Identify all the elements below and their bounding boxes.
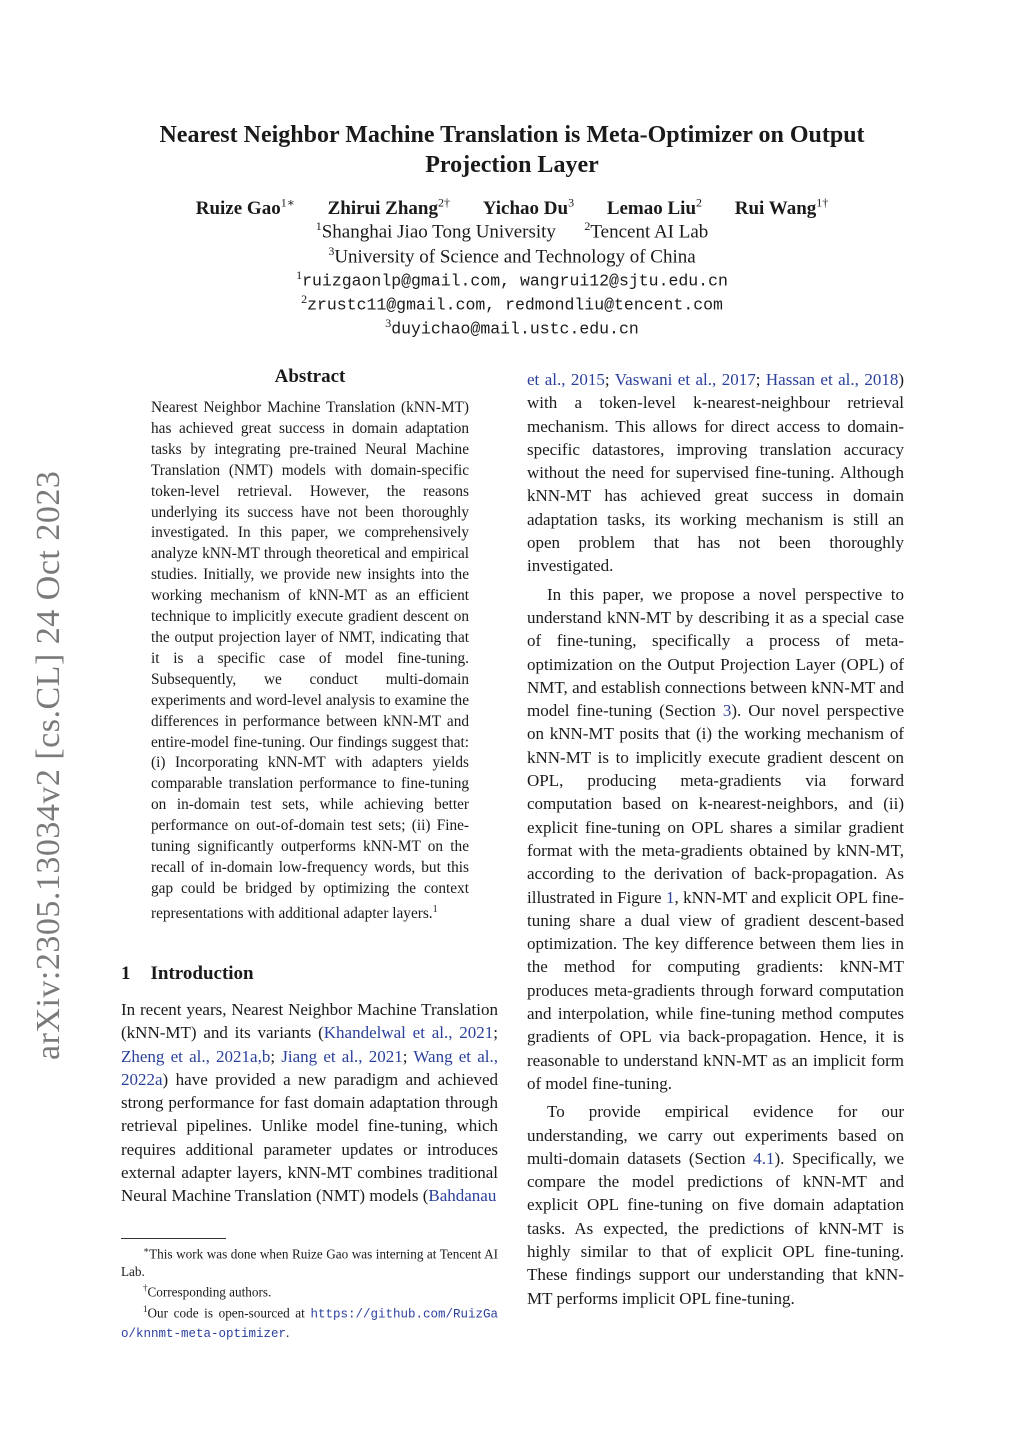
intro-paragraph-1-cont	[527, 368, 904, 578]
email: zrustc11@gmail.com, redmondliu@tencent.com	[307, 295, 723, 315]
title-line-1: Nearest Neighbor Machine Translation is Meta-Optimizer on Output	[159, 122, 865, 148]
affil-mark: 3	[328, 244, 335, 258]
footnote-mark: 1	[143, 1304, 148, 1314]
affil-mark: 3	[385, 316, 392, 330]
section-number: 1	[121, 963, 131, 984]
body-text: To provide empirical evidence for our understanding, we carry out experiments based on multi-domain datasets (Section	[527, 1102, 904, 1168]
email: duyichao@mail.ustc.edu.cn	[391, 319, 639, 339]
abstract-heading: Abstract	[274, 366, 346, 387]
author-name: Yichao Du	[482, 198, 569, 220]
affiliation: Tencent AI Lab	[590, 221, 709, 243]
author-affil-mark: 1†	[816, 196, 829, 210]
email-line-3	[100, 311, 924, 342]
author-affil-mark: 3	[568, 196, 575, 210]
separator: ;	[402, 1046, 414, 1066]
affiliation: University of Science and Technology of China	[334, 246, 696, 268]
separator: ;	[270, 1046, 282, 1066]
separator: ;	[604, 370, 615, 389]
footnote-text: Corresponding authors.	[147, 1284, 272, 1300]
body-text: In recent years, Nearest Neighbor Machine Translation (kNN-MT) and its variants (	[121, 1000, 498, 1043]
author-affil-mark: 1∗	[280, 196, 295, 210]
footnote-divider	[121, 1238, 226, 1239]
body-text: ). Our novel perspective on kNN-MT posits that (i) the working mechanism of kNN-MT is to implicitly execute gradient descent on OPL, producing meta-gradients via forward computation based on k-nearest-neighbors, and (ii) explicit fine-tuning on OPL shares a similar gradient format with the meta-gradients obtained by kNN-MT, according to the derivation of back-propagation. As illustrated in Figure	[527, 701, 904, 907]
citation-link[interactable]: Vaswani et al., 2017	[614, 370, 756, 389]
section-ref-link[interactable]: 4.1	[753, 1148, 775, 1168]
footnote-mark: ∗	[143, 1245, 150, 1255]
footnotes	[121, 1242, 498, 1343]
body-text: In this paper, we propose a novel perspective to understand kNN-MT by describing it as a special case of fine-tuning, specifically a process of meta-optimization on the Output Projection Layer (OPL) of NMT, and establish connections between kNN-MT and model fine-tuning (Section	[527, 584, 904, 721]
separator: ;	[755, 370, 766, 389]
footnote-text: This work was done when Ruize Gao was interning at Tencent AI Lab.	[121, 1246, 498, 1279]
footnote	[121, 1301, 498, 1343]
citation-link[interactable]: Bahdanau	[428, 1186, 497, 1206]
footnote	[121, 1242, 498, 1280]
abstract-body	[151, 398, 469, 925]
body-text: , kNN-MT and explicit OPL fine-tuning share a dual view of gradient descent-based optimization. The key difference between them lies in the method for computing gradients: kNN-MT produces meta-gradients through forward computation and interpolation, while fine-tuning method computes gradients of OPL via back-propagation. Hence, it is reasonable to understand kNN-MT as an implicit form of model fine-tuning.	[527, 887, 905, 1093]
intro-paragraph-3	[527, 1100, 904, 1310]
affil-mark: 1	[315, 219, 322, 233]
body-text: ). Specifically, we compare the model predictions of kNN-MT and explicit OPL fine-tuning on five domain adaptation tasks. As expected, the predictions of kNN-MT is highly similar to that of explicit OPL fine-tuning. These findings support our understanding that kNN-MT performs implicit OPL fine-tuning.	[527, 1148, 905, 1308]
citation-link[interactable]: Wang et al., 2022a	[121, 1046, 498, 1089]
separator: ;	[493, 1023, 498, 1043]
citation-link[interactable]: et al., 2015	[527, 370, 605, 389]
affil-mark: 2	[301, 292, 308, 306]
arxiv-identifier: arXiv:2305.13034v2 [cs.CL] 24 Oct 2023	[30, 470, 67, 1060]
citation-link[interactable]: Zheng et al., 2021a,b	[121, 1046, 271, 1066]
section-ref-link[interactable]: 3	[722, 701, 732, 721]
citation-link[interactable]: Hassan et al., 2018	[765, 370, 899, 389]
figure-ref-link[interactable]: 1	[665, 887, 675, 907]
intro-paragraph-2	[527, 583, 904, 1096]
section-title: Introduction	[150, 963, 254, 984]
author-name: Lemao Liu	[606, 198, 697, 220]
body-text: ) with a token-level k-nearest-neighbour retrieval mechanism. This allows for direct access to domain-specific datastores, improving translation accuracy without the need for supervised fine-tuning. Although kNN-MT has achieved great success in domain adaptation tasks, its working mechanism is still an open problem that has not been thoroughly investigated.	[527, 370, 905, 576]
author-name: Ruize Gao	[195, 198, 281, 220]
body-text: ) have provided a new paradigm and achieved strong performance for fast domain adaptation through retrieval pipelines. Unlike model fine-tuning, which requires additional parameter updates or introduces external adapter layers, kNN-MT combines traditional Neural Machine Translation (NMT) models (	[121, 1069, 498, 1206]
author-affil-mark: 2†	[437, 196, 450, 210]
citation-link[interactable]: Jiang et al., 2021	[281, 1046, 403, 1066]
code-url-link[interactable]: https://github.com/RuizGao/knnmt-meta-optimizer	[121, 1307, 498, 1341]
footnote-mark: †	[143, 1283, 148, 1294]
intro-paragraph-1	[121, 998, 498, 1208]
right-column	[527, 368, 904, 1315]
author-name: Zhirui Zhang	[327, 198, 438, 220]
footnote-text: Our code is open-sourced at	[147, 1305, 311, 1321]
title-line-2: Projection Layer	[425, 152, 599, 178]
affil-mark: 2	[584, 219, 591, 233]
footnote-mark: 1	[432, 903, 438, 915]
footnote	[121, 1280, 498, 1301]
author-name: Rui Wang	[734, 198, 817, 220]
affiliation: Shanghai Jiao Tong University	[321, 221, 556, 243]
affil-mark: 1	[296, 268, 303, 282]
citation-link[interactable]: Khandelwal et al., 2021	[323, 1023, 494, 1043]
section-heading-introduction	[121, 963, 254, 985]
abstract-text: Nearest Neighbor Machine Translation (kNN-MT) has achieved great success in domain adaptation tasks by integrating pre-trained Neural Machine Translation (NMT) models with domain-specific token-level retrieval. However, the reasons underlying its success have not been thoroughly investigated. In this paper, we comprehensively analyze kNN-MT through theoretical and empirical studies. Initially, we provide new insights into the working mechanism of kNN-MT as an efficient technique to implicitly execute gradient descent on the output projection layer of NMT, indicating that it is a specific case of model fine-tuning. Subsequently, we conduct multi-domain experiments and word-level analysis to examine the differences in performance between kNN-MT and entire-model fine-tuning. Our findings suggest that: (i) Incorporating kNN-MT with adapters yields comparable translation performance to fine-tuning on in-domain test sets, while achieving better performance on out-of-domain test sets; (ii) Fine-tuning significantly outperforms kNN-MT on the recall of in-domain low-frequency words, but this gap could be bridged by optimizing the context representations with additional adapter layers.	[151, 399, 469, 922]
footnote-text: .	[286, 1324, 290, 1340]
author-affil-mark: 2	[696, 196, 703, 210]
paper-title	[100, 120, 924, 180]
email: ruizgaonlp@gmail.com, wangrui12@sjtu.edu.cn	[302, 271, 728, 291]
